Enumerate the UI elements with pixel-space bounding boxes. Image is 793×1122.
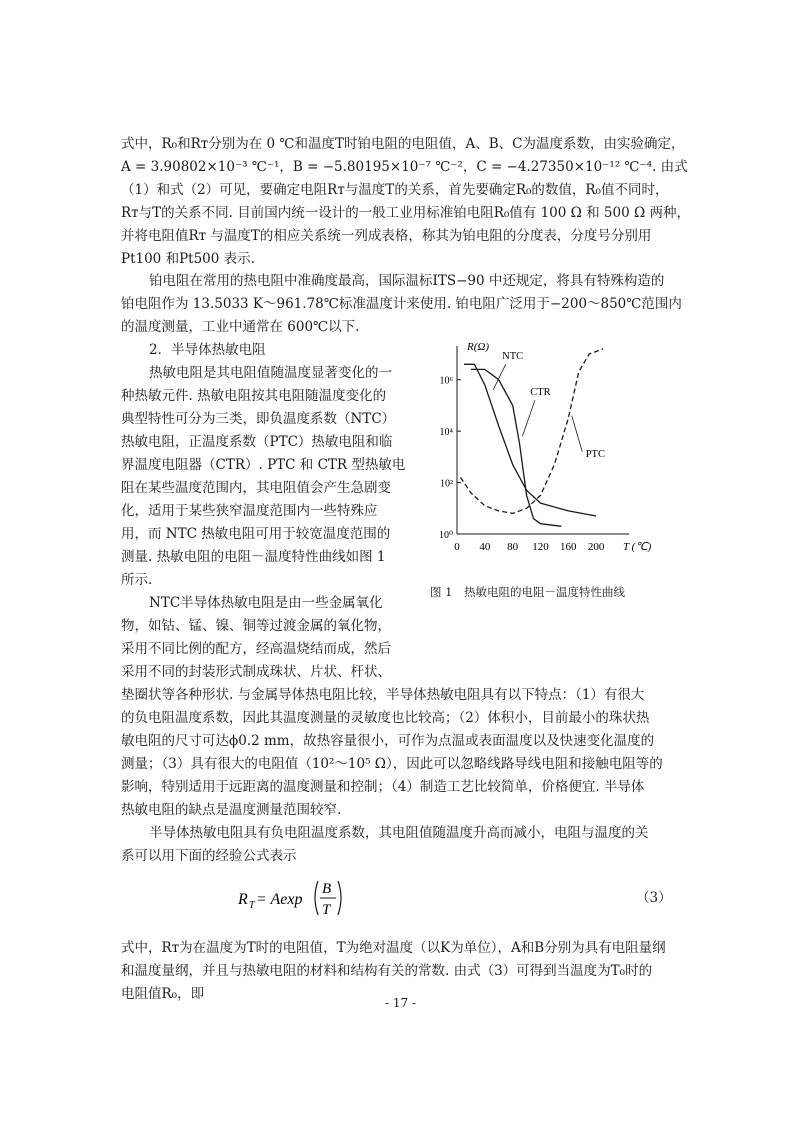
equation-number: （3） [636,890,672,906]
series-ctr-leader [522,400,535,436]
text-line: 典型特性可分为三类，即负温度系数（NTC） [121,411,396,427]
text-line: 电阻值R₀，即 [121,986,205,1002]
text-line: 化，适用于某些狭窄温度范围内一些特殊应 [121,503,378,519]
section-heading: 2．半导体热敏电阻 [149,342,266,358]
text-line: 式中，Rᴛ为在温度为T时的电阻值，T为绝对温度（以K为单位），A和B分别为具有电阻量纲 [121,940,666,956]
text-line: 测量；（3）具有很大的电阻值（10²～10⁵ Ω），因此可以忽略线路导线电阻和接触电阻等的 [121,756,663,772]
text-line: 影响，特别适用于远距离的温度测量和控制；（4）制造工艺比较简单，价格便宜. 半导体 [121,779,645,795]
series-ptc-label: PTC [585,448,605,460]
page-number: - 17 - [385,996,417,1010]
text-line: 阻在某些温度范围内，其电阻值会产生急剧变 [121,480,391,496]
x-ticks [454,541,605,553]
text-line: 采用不同比例的配方，经高温烧结而成，然后 [121,641,391,657]
x-tick-label: 80 [507,541,519,553]
y-tick-label: 10⁶ [439,375,453,387]
eq-lhs: R [238,891,248,908]
text-line: 热敏电阻是其电阻值随温度显著变化的一 [149,365,392,381]
x-tick-label: 0 [454,541,460,553]
x-tick-label: 120 [532,541,549,553]
series-group [461,349,604,526]
text-line: A = 3.90802×10⁻³ ℃⁻¹，B = −5.80195×10⁻⁷ ℃⁻²，C = −4.27350×10⁻¹² ℃⁻⁴. 由式 [121,159,688,175]
x-tick-label: 200 [587,541,605,553]
resistance-temperature-chart [425,334,655,564]
figure-caption: 图 1 热敏电阻的电阻－温度特性曲线 [430,585,625,599]
y-tick-label: 10⁴ [439,427,453,439]
text-line: 物，如钴、锰、镍、铜等过渡金属的氧化物， [121,618,391,634]
eq-denominator: T [322,902,331,918]
eq-paren-left [315,881,318,915]
eq-op: = Aexp [256,891,303,908]
series-ntc-label: NTC [502,351,524,363]
y-tick-label: 10⁰ [438,530,453,541]
text-line: 的温度测量，工业中通常在 600℃以下. [121,319,360,335]
text-line: 和温度量纲，并且与热敏电阻的材料和结构有关的常数. 由式（3）可得到当温度为T₀时的 [121,963,653,979]
text-line: Pt100 和Pt500 表示. [121,251,255,267]
text-line: 并将电阻值Rᴛ 与温度T的相应关系统一列成表格，称其为铂电阻的分度表，分度号分别用 [121,228,652,244]
text-line: 铂电阻在常用的热电阻中准确度最高，国际温标ITS−90 中还规定，将具有特殊构造的 [149,273,665,289]
equation [238,873,378,925]
y-ticks [439,376,461,541]
text-line: （1）和式（2）可见，要确定电阻Rᴛ与温度T的关系，首先要确定R₀的数值，R₀值不同时， [121,182,669,198]
y-axis-label: R(Ω) [467,341,489,353]
eq-paren-right [338,881,341,915]
series-ctr-label: CTR [530,387,551,399]
series-labels [493,351,605,460]
text-line: 测量. 热敏电阻的电阻－温度特性曲线如图 1 [121,549,386,565]
y-tick-label: 10² [440,478,453,490]
text-line: Rᴛ与T的关系不同. 目前国内统一设计的一般工业用标准铂电阻R₀值有 100 Ω 和 500 Ω 两种， [121,205,690,221]
x-tick-label: 160 [560,541,577,553]
text-line: 用，而 NTC 热敏电阻可用于较宽温度范围的 [121,526,391,542]
text-line: 敏电阻的尺寸可达ϕ0.2 mm，故热容量很小，可作为点温或表面温度以及快速变化温度的 [121,733,655,749]
x-axis-label: T (℃) [623,541,652,553]
eq-numerator: B [322,881,332,897]
text-line: 的负电阻温度系数，因此其温度测量的灵敏度也比较高；（2）体积小，目前最小的珠状热 [121,710,650,726]
text-line: 铂电阻作为 13.5033 K～961.78℃标准温度计来使用. 铂电阻广泛用于−200～850℃范围内 [121,296,682,312]
series-ptc-curve [461,349,604,514]
text-line: 系可以用下面的经验公式表示 [121,848,297,864]
series-ptc-leader [572,416,582,452]
text-line: 种热敏元件. 热敏电阻按其电阻随温度变化的 [121,388,387,404]
text-line: 采用不同的封装形式制成珠状、片状、杆状、 [121,664,391,680]
equation-graphic [238,873,378,921]
text-line: 界温度电阻器（CTR）. PTC 和 CTR 型热敏电 [121,457,406,473]
text-line: 垫圈状等各种形状. 与金属导体热电阻比较，半导体热敏电阻具有以下特点：（1）有很大 [121,687,645,703]
text-line: 式中，R₀和Rᴛ分别为在 0 ℃和温度T时铂电阻的电阻值，A、B、C为温度系数，由实验确定， [121,136,685,152]
text-line: 半导体热敏电阻具有负电阻温度系数，其电阻值随温度升高而减小，电阻与温度的关 [149,825,649,841]
text-line: NTC半导体热敏电阻是由一些金属氧化 [149,595,383,611]
x-tick-label: 40 [479,541,491,553]
text-line: 所示. [121,572,153,588]
text-line: 热敏电阻的缺点是温度测量范围较窄. [121,802,342,818]
eq-lhs-sub: T [249,900,255,911]
text-line: 热敏电阻，正温度系数（PTC）热敏电阻和临 [121,434,393,450]
figure-1 [425,334,655,568]
